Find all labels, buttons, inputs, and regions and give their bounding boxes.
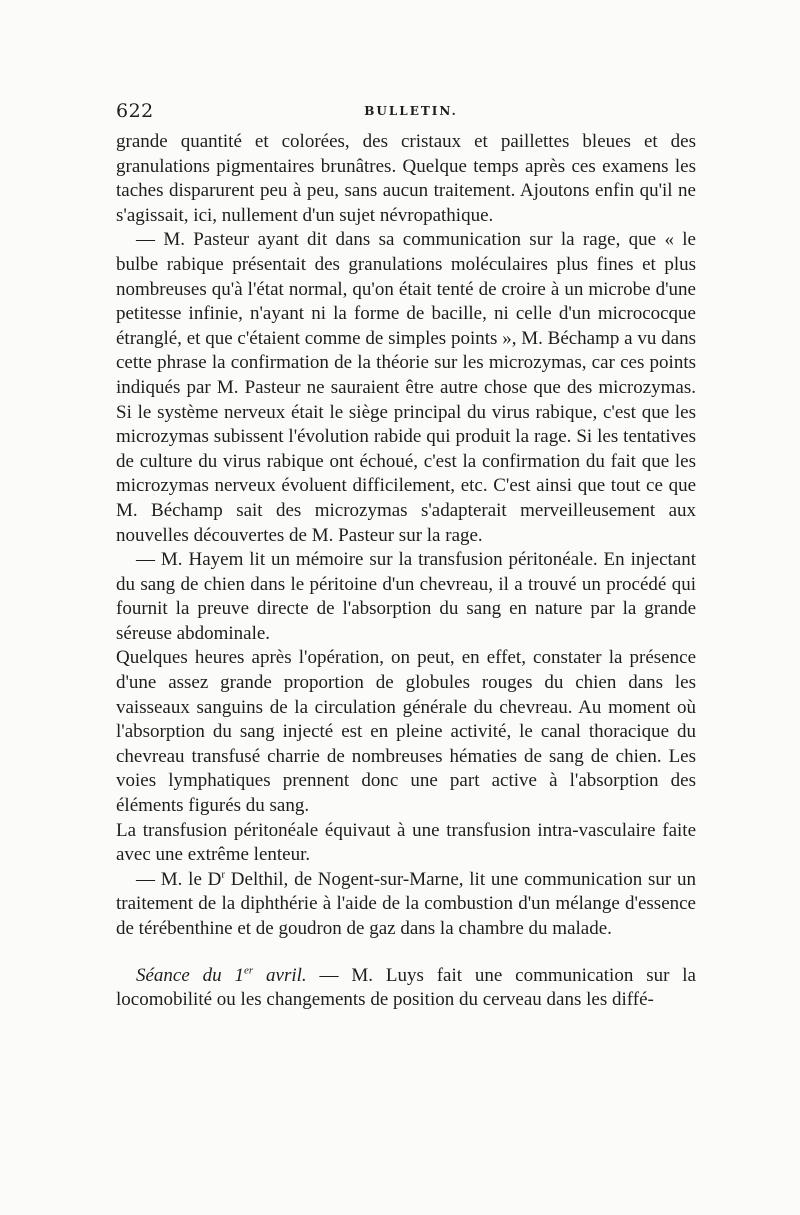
delthil-text: Delthil, de Nogent-sur-Marne, lit une communication sur un traitement de la diphthérie à l'aide de la combustion d'un mélange d'essence de térébenthine et de goudron de gaz dans la chambre du malade. [116, 868, 697, 939]
paragraph-delthil [116, 868, 696, 942]
seance-superscript: er [244, 964, 254, 977]
delthil-superscript: r [221, 868, 226, 881]
page-header [116, 100, 696, 128]
delthil-prefix: — M. le D [136, 868, 222, 890]
paragraph-seance [116, 964, 696, 1013]
page-number: 622 [116, 100, 154, 122]
paragraph-1: grande quantité et colorées, des cristaux et paillettes bleues et des granulations pigmentaires brunâtres. Quelque temps après ces examens les taches disparurent peu à peu, sans aucun traitement. Ajoutons enfin qu'il ne s'agissait, ici, nullement d'un sujet névropathique. [116, 131, 696, 226]
paragraph-hayem: — M. Hayem lit un mémoire sur la transfusion péritonéale. En injectant du sang de chien dans le péritoine d'un chevreau, il a trouvé un procédé qui fournit la preuve directe de l'absorption du sang en nature par la grande séreuse abdominale. [116, 549, 696, 644]
body-text [116, 130, 696, 1013]
paragraph-observation: Quelques heures après l'opération, on peut, en effet, constater la présence d'une assez grande proportion de globules rouges du chien dans les vaisseaux sanguins de la circulation générale du chevreau. Au moment où l'absorption du sang injecté est en pleine activité, le canal thoracique du chevreau transfusé charrie de nombreuses hématies de sang de chien. Les voies lymphatiques prennent donc une part active à l'absorption des éléments figurés du sang. [116, 647, 696, 817]
paragraph-conclusion: La transfusion péritonéale équivaut à une transfusion intra-vasculaire faite avec une extrême lenteur. [116, 819, 696, 866]
paragraph-pasteur: — M. Pasteur ayant dit dans sa communication sur la rage, que « le bulbe rabique présentait des granulations moléculaires plus fines et plus nombreuses qu'à l'état normal, qu'on était tenté de croire à un microbe d'une petitesse infinie, n'ayant ni la forme de bacille, ni celle d'un micrococque étranglé, et que c'étaient comme de simples points », M. Béchamp a vu dans cette phrase la confirmation de la théorie sur les microzymas, car ces points indiqués par M. Pasteur ne sauraient être autre chose que des microzymas. Si le système nerveux était le siège principal du virus rabique, c'est que les microzymas subissent l'évolution rabide qui produit la rage. Si les tentatives de culture du virus rabique ont échoué, c'est la confirmation du fait que les microzymas nerveux évoluent difficilement, etc. C'est ainsi que tout ce que M. Béchamp sait des microzymas s'adapterait merveilleusement aux nouvelles découvertes de M. Pasteur sur la rage. [116, 229, 696, 546]
seance-text: — M. Luys fait une communication sur la locomobilité ou les changements de position du cerveau dans les diffé- [116, 964, 696, 1011]
seance-month: avril. [253, 964, 307, 986]
seance-date: Séance du 1 [136, 964, 244, 986]
running-head: BULLETIN. [364, 104, 458, 118]
